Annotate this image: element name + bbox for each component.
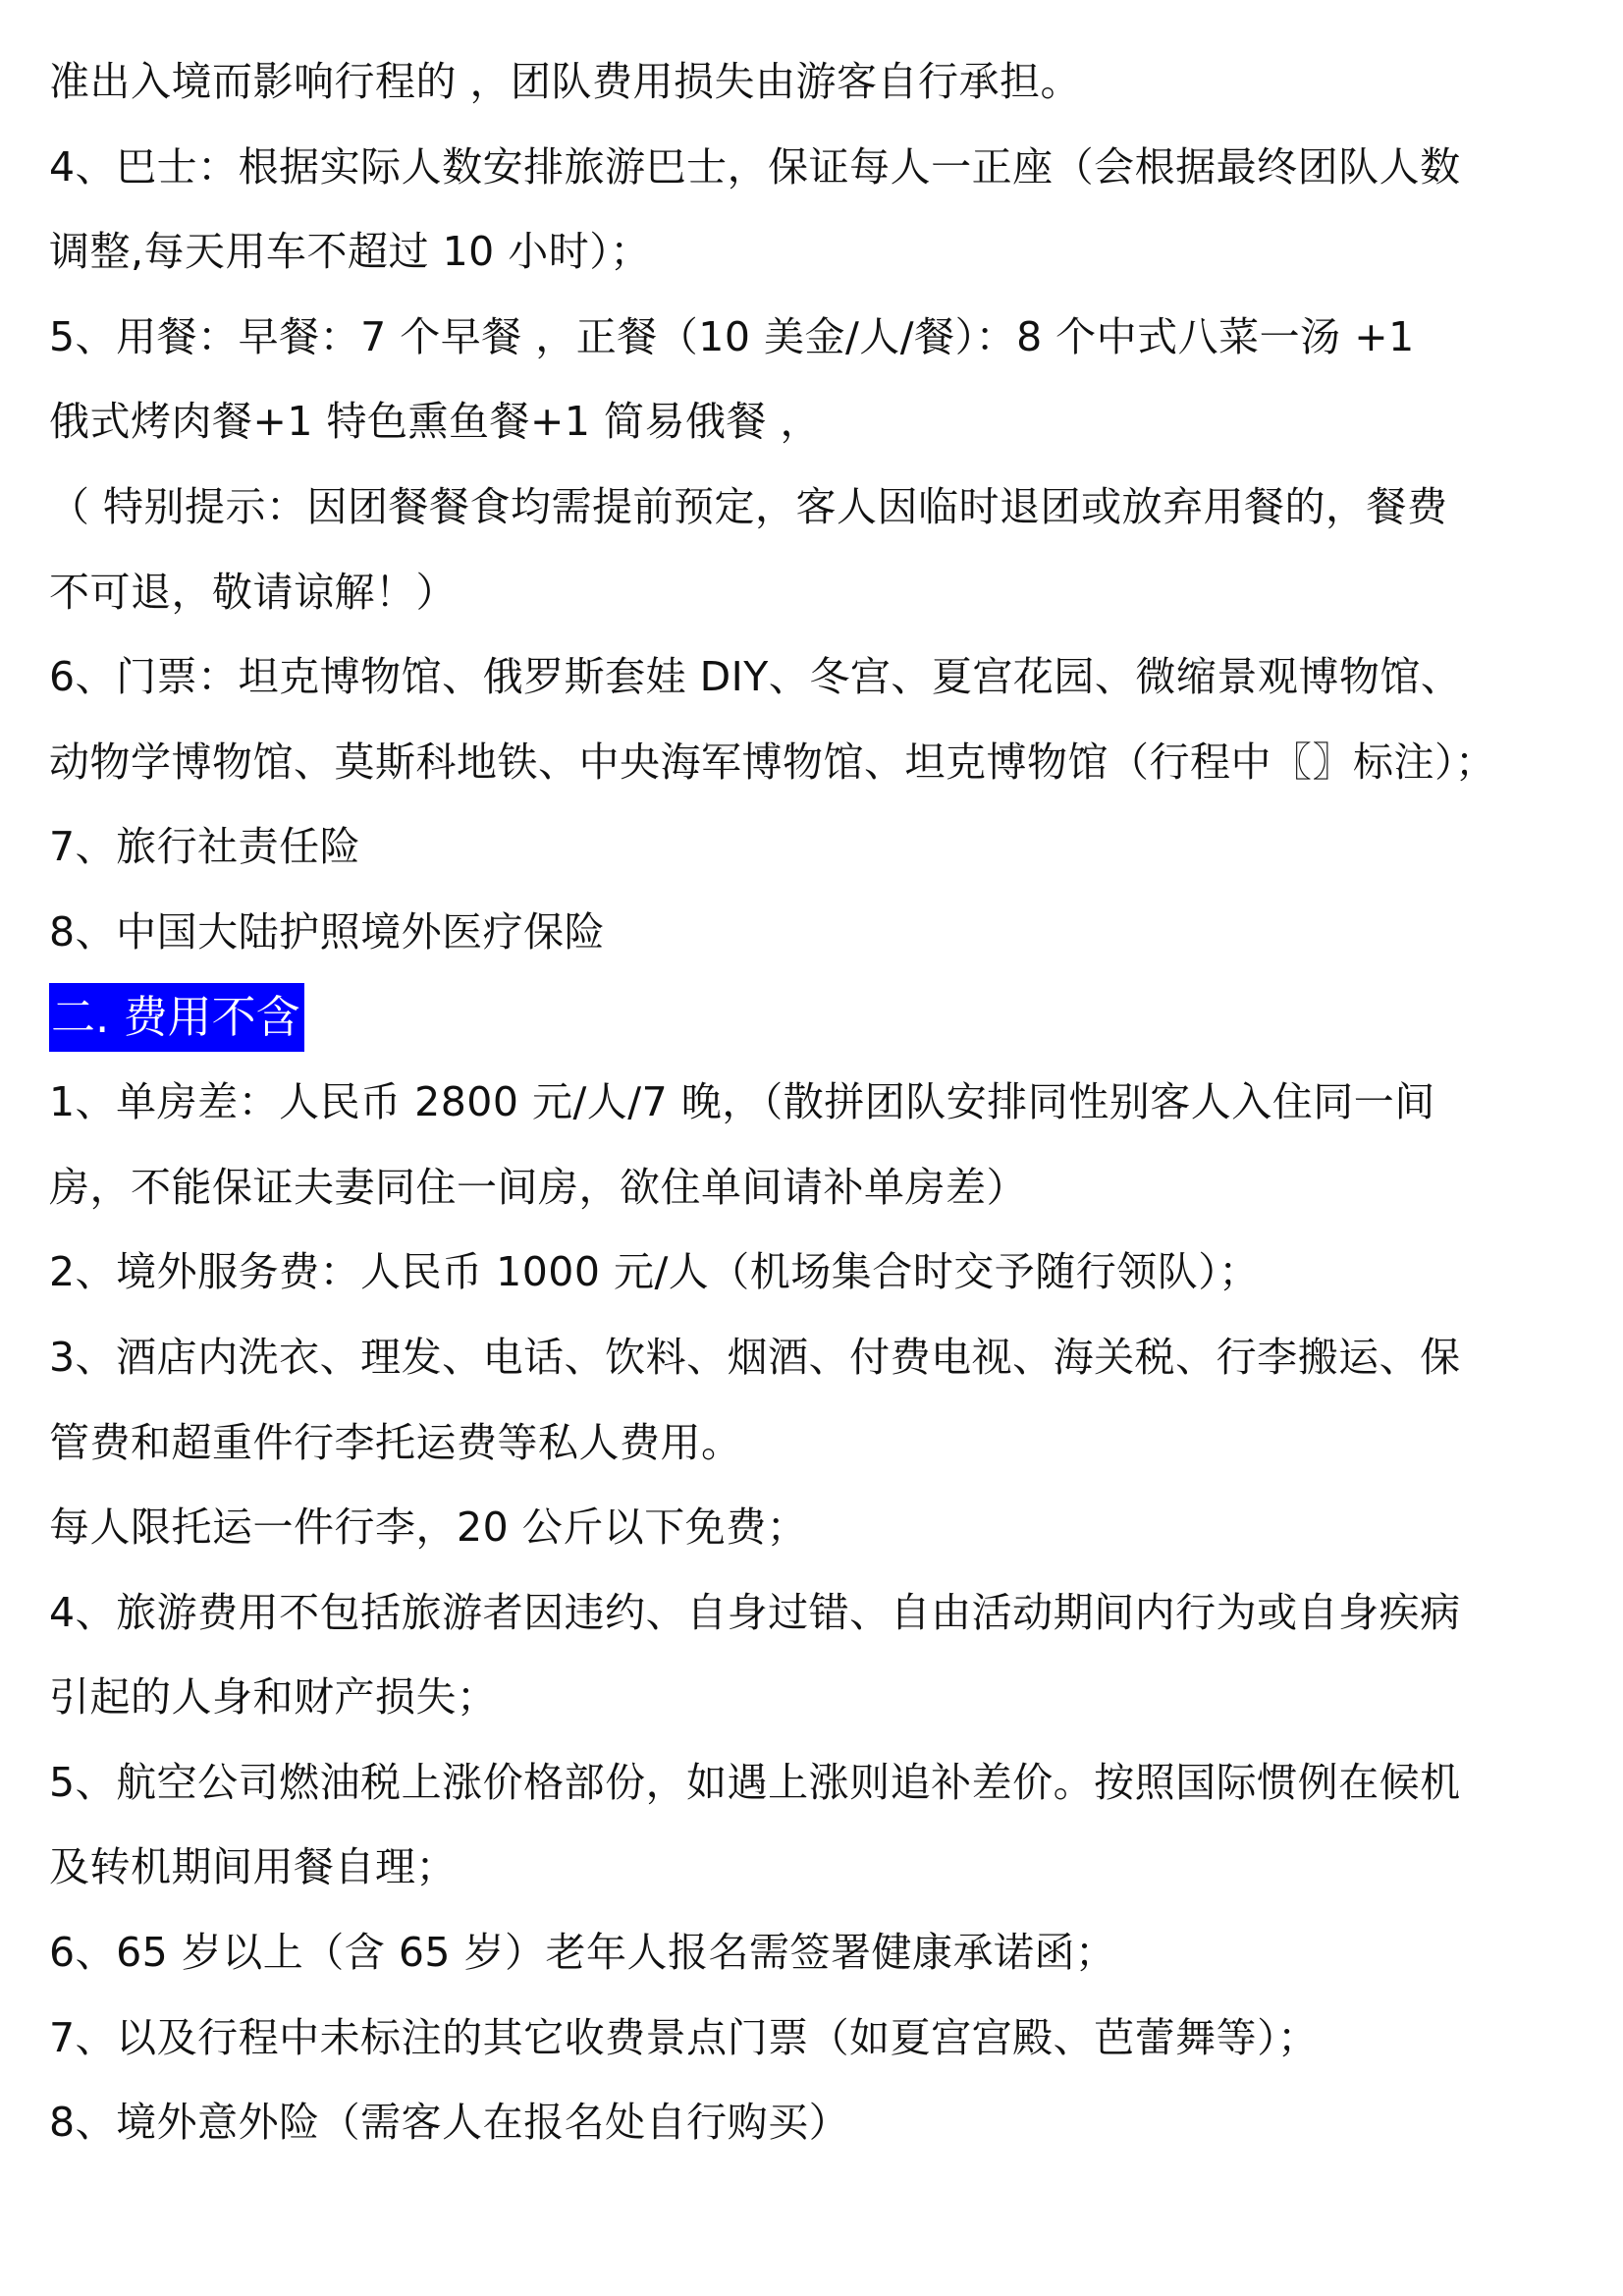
text-line: 3、酒店内洗衣、理发、电话、饮料、烟酒、付费电视、海关税、行李搬运、保 (49, 1333, 1461, 1381)
section-heading-row (49, 975, 1596, 1061)
text-line: 管费和超重件行李托运费等私人费用。 (49, 1418, 742, 1466)
text-line: 7、旅行社责任险 (49, 823, 361, 871)
text-line: 4、旅游费用不包括旅游者因违约、自身过错、自由活动期间内行为或自身疾病 (49, 1588, 1461, 1636)
text-line: 4、巴士：根据实际人数安排旅游巴士，保证每人一正座（会根据最终团队人数 (49, 142, 1461, 191)
text-line: （ 特别提示：因团餐餐食均需提前预定，客人因临时退团或放弃用餐的，餐费 (49, 482, 1448, 530)
text-line: 8、境外意外险（需客人在报名处自行购买） (49, 2099, 850, 2147)
text-line: 8、中国大陆护照境外医疗保险 (49, 907, 606, 956)
text-line: 引起的人身和财产损失； (49, 1673, 498, 1722)
text-line: 6、门票：坦克博物馆、俄罗斯套娃 DIY、冬宫、夏宫花园、微缩景观博物馆、 (49, 653, 1462, 701)
text-line: 5、航空公司燃油税上涨价格部份，如遇上涨则追补差价。按照国际惯例在候机 (49, 1758, 1461, 1806)
text-line: 1、单房差：人民币 2800 元/人/7 晚，（散拼团队安排同性别客人入住同一间 (49, 1078, 1435, 1126)
text-line: 7、以及行程中未标注的其它收费景点门票（如夏宫宫殿、芭蕾舞等）； (49, 2013, 1319, 2061)
text-line: 及转机期间用餐自理； (49, 1843, 457, 1891)
text-line: 6、65 岁以上（含 65 岁）老年人报名需签署健康承诺函； (49, 1929, 1116, 1977)
section-heading-excluded: 二. 费用不含 (49, 983, 304, 1052)
text-line: 动物学博物馆、莫斯科地铁、中央海军博物馆、坦克博物馆（行程中〖〗标注）； (49, 738, 1496, 786)
document-body (49, 39, 1596, 2165)
text-line: 每人限托运一件行李，20 公斤以下免费； (49, 1503, 808, 1552)
text-line: 俄式烤肉餐+1 特色熏鱼餐+1 简易俄餐 ， (49, 398, 821, 446)
text-line: 房，不能保证夫妻同住一间房，欲住单间请补单房差） (49, 1163, 1027, 1211)
text-line: 不可退，敬请谅解！） (49, 568, 457, 616)
text-line: 5、用餐：早餐：7 个早餐 ，正餐（10 美金/人/餐）：8 个中式八菜一汤 +1 (49, 312, 1415, 360)
text-line: 调整,每天用车不超过 10 小时）； (49, 228, 651, 276)
text-line: 2、境外服务费：人民币 1000 元/人（机场集合时交予随行领队）； (49, 1248, 1260, 1296)
text-line: 准出入境而影响行程的 ，团队费用损失由游客自行承担。 (49, 58, 1082, 105)
